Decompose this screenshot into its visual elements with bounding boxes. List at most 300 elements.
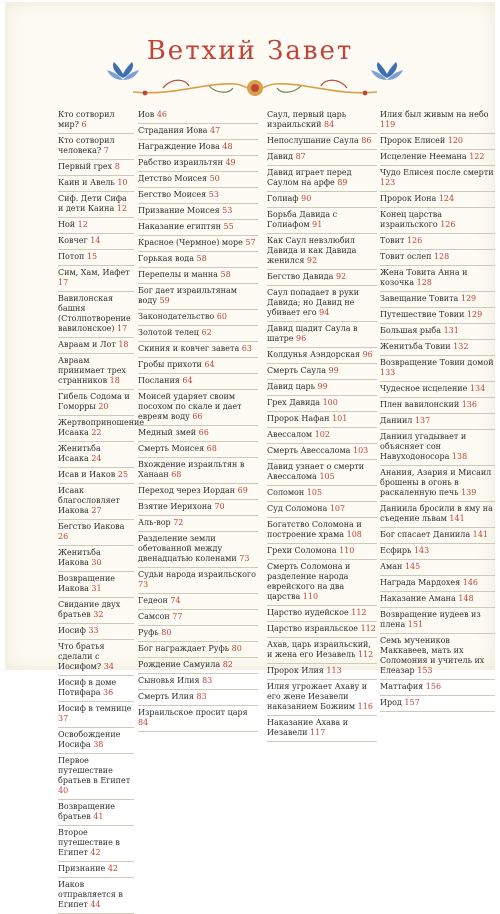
toc-page-number: 102 [314,430,330,439]
toc-entry-title: Чудо Елисея после смерти [380,168,494,177]
toc-entry-title: Возвращение Товии домой [380,358,494,367]
toc-entry-title: Пророк Илия [267,666,324,675]
toc-page-number: 157 [404,698,420,707]
toc-entry-title: Давид царь [267,382,315,391]
toc-page-number: 96 [296,334,307,343]
toc-entry [58,468,134,484]
toc-entry [58,338,134,354]
toc-entry-title: Взятие Иерихона [138,502,212,511]
toc-page-number: 73 [138,580,149,589]
toc-page-number: 25 [117,470,128,479]
toc-page-number: 50 [209,174,220,183]
toc-entry-title: Детство Моисея [138,174,208,183]
toc-entry [138,140,258,156]
toc-page-number: 80 [231,644,242,653]
toc-entry-title: Большая рыба [380,326,442,335]
toc-entry-title: Жена Товита Анна и козочка [380,268,468,287]
toc-page-number: 117 [310,728,326,737]
toc-entry [267,606,377,622]
toc-page-number: 84 [138,718,149,727]
toc-entry-title: Даниил [380,416,413,425]
toc-page-number: 108 [346,530,362,539]
toc-page-number: 48 [222,142,233,151]
toc-page-number: 57 [245,238,256,247]
toc-entry-title: Чудесное исцеление [380,384,468,393]
toc-entry [267,166,377,192]
toc-page-number: 69 [237,486,248,495]
toc-entry [267,412,377,428]
toc-entry [380,150,495,166]
toc-entry [380,134,495,150]
toc-entry [380,576,495,592]
toc-page-number: 143 [413,546,430,555]
toc-entry-title: Награда Мардохея [380,578,461,587]
toc-page-number: 58 [220,270,231,279]
toc-entry-title: Аман [380,562,403,571]
toc-page-number: 139 [461,488,477,497]
toc-entry [380,324,495,340]
toc-page-number: 72 [173,518,184,527]
toc-entry-title: Иосиф [58,626,86,635]
toc-page-number: 86 [361,136,372,145]
toc-page-number: 63 [241,344,252,353]
toc-entry-title: Завещание Товита [380,294,459,303]
toc-entry-title: Женитьба Товии [380,342,451,351]
toc-entry [138,594,258,610]
toc-entry [138,204,258,220]
toc-entry-title: Золотой телец [138,328,199,337]
toc-entry [138,374,258,390]
toc-page-number: 30 [91,558,102,567]
toc-entry [58,390,134,416]
toc-entry [267,208,377,234]
toc-entry-title: Вхождение израильтян в Ханаан [138,460,245,479]
toc-entry [58,572,134,598]
toc-entry [380,192,495,208]
toc-page-number: 12 [116,204,127,213]
toc-entry [267,518,377,544]
toc-page-number: 151 [407,620,424,629]
toc-entry [138,458,258,484]
toc-entry-title: Потоп [58,252,85,261]
toc-entry-title: Возвращение Иакова [58,574,116,593]
toc-entry [138,610,258,626]
toc-entry-title: Наказание Ахава и Иезавели [267,718,349,737]
toc-page-number: 36 [103,688,114,697]
toc-entry-title: Медный змей [138,428,197,437]
toc-entry [138,516,258,532]
toc-entry-title: Каин и Авель [58,178,115,187]
toc-page-number: 107 [329,504,346,513]
toc-entry-title: Законодательство [138,312,215,321]
toc-entry-title: Исаак благословляет Иакова [58,486,120,515]
toc-entry [138,310,258,326]
toc-entry-title: Руфь [138,628,159,637]
toc-page-number: 128 [433,252,450,261]
toc-entry [58,234,134,250]
toc-page-number: 126 [440,220,456,229]
toc-entry-title: Перепелы и манна [138,270,218,279]
toc-entry-title: Бог спасает Даниила [380,530,471,539]
toc-page-number: 33 [88,626,99,635]
toc-page-number: 41 [93,812,104,821]
toc-entry [58,800,134,826]
toc-entry-title: Суд Соломона [267,504,328,513]
toc-entry-title: Аль-вор [138,518,171,527]
toc-entry-title: Богатство Соломона и построение храма [267,520,362,539]
toc-page-number: 80 [161,628,172,637]
toc-entry [380,466,495,502]
toc-entry [267,134,377,150]
toc-entry [58,134,134,160]
toc-entry-title: Что братья сделали с Иосифом? [58,642,105,671]
toc-entry [267,286,377,322]
toc-entry [138,568,258,594]
toc-entry-title: Грех Давида [267,398,321,407]
toc-page-number: 47 [210,126,221,135]
toc-page-number: 99 [328,366,339,375]
toc-page-number: 99 [317,382,328,391]
toc-entry-title: Исав и Иаков [58,470,116,479]
toc-page-number: 17 [117,324,128,333]
toc-page-number: 15 [86,252,98,261]
toc-page-number: 10 [117,178,128,187]
toc-page-number: 141 [449,514,465,523]
toc-entry-title: Товит [380,236,405,245]
toc-page-number: 18 [109,376,120,385]
toc-entry-title: Даниила бросили в яму на съедение львам [380,504,493,523]
toc-entry-title: Страдания Иова [138,126,208,135]
toc-entry [58,266,134,292]
toc-page-number: 24 [91,454,102,463]
toc-entry-title: Возвращение иудеев из плена [380,610,481,629]
toc-entry-title: Первое путешествие братьев в Египет [58,756,131,785]
toc-entry-title: Вавилонская башня (Столпотворение вавилонское) [58,294,131,333]
toc-page-number: 64 [204,360,215,369]
toc-entry [138,484,258,500]
toc-entry-title: Сим, Хам, Иафет [58,268,130,277]
toc-entry [58,702,134,728]
toc-entry-title: Иаков отправляется в Египет [58,880,123,909]
toc-entry [267,460,377,486]
flourish-ornament-icon [133,80,377,96]
toc-entry-title: Царство иудейское [267,608,349,617]
toc-entry [58,442,134,468]
toc-entry [138,236,258,252]
toc-entry-title: Соломон [267,488,305,497]
toc-entry-title: Возвращение братьев [58,802,116,821]
toc-entry-title: Саул попадает в руки Давида; но Давид не убивает его [267,288,360,317]
toc-entry [267,622,377,638]
toc-page-number: 22 [91,428,102,437]
toc-entry [267,428,377,444]
toc-page-number: 90 [301,194,312,203]
toc-page-number: 58 [196,254,207,263]
toc-entry-title: Освобождение Иосифа [58,730,121,749]
toc-entry-title: Призвание Моисея [138,206,220,215]
toc-entry-title: Непослушание Саула [267,136,359,145]
toc-entry [138,326,258,342]
toc-entry [58,754,134,800]
toc-entry [138,342,258,358]
toc-entry [58,624,134,640]
toc-entry-title: Смерть Саула [267,366,326,375]
toc-page-number: 145 [404,562,421,571]
toc-page-number: 37 [58,714,69,723]
toc-entry [58,416,145,442]
toc-entry-title: Жертвоприношение Исаака [58,418,145,437]
lotus-ornament-icon [107,62,139,80]
toc-entry-title: Смерть Моисея [138,444,205,453]
toc-entry-title: Смерть Соломона и разделение народа еврейского на два царства [267,562,351,601]
toc-column-4 [380,110,495,712]
toc-page-number: 129 [466,310,483,319]
toc-page-number: 77 [172,612,183,621]
toc-entry [58,176,134,192]
toc-page-number: 74 [170,596,181,605]
toc-entry [267,380,377,396]
toc-entry-title: Горькая вода [138,254,194,263]
toc-entry [380,592,495,608]
toc-entry [138,532,258,568]
toc-page-number: 83 [202,676,213,685]
toc-page-number: 38 [93,740,104,749]
toc-entry-title: Пророк Елисей [380,136,446,145]
toc-page-number: 137 [414,416,431,425]
toc-page-number: 91 [312,220,323,229]
toc-entry [138,706,258,732]
toc-page-number: 70 [214,502,225,511]
toc-entry [138,110,258,124]
toc-entry [380,292,495,308]
toc-entry-title: Даниил угадывает и объясняет сон Навуходоносора [380,432,467,461]
toc-entry [138,188,258,204]
toc-page-number: 53 [208,190,219,199]
toc-page-number: 66 [192,412,203,421]
toc-entry [138,658,258,674]
toc-page-number: 87 [295,152,306,161]
toc-entry [267,544,377,560]
toc-entry-title: Смерть Илия [138,692,194,701]
toc-entry [267,638,377,664]
toc-entry-title: Исцеление Неемана [380,152,467,161]
toc-entry [138,426,258,442]
lotus-ornament-icon [371,62,403,80]
toc-page-number: 101 [332,414,348,423]
toc-entry [58,160,134,176]
toc-entry [380,398,495,414]
toc-entry [267,364,377,380]
toc-page-number: 156 [425,682,442,691]
toc-page-number: 46 [156,110,168,119]
toc-entry-title: Второе путешествие в Египет [58,828,120,857]
toc-entry [58,192,134,218]
toc-entry-title: Женитьба Иакова [58,548,101,567]
toc-page-number: 132 [453,342,469,351]
toc-page-number: 112 [357,650,374,659]
toc-entry-title: Давид узнает о смерти Авессалома [267,462,365,481]
toc-entry-title: Ирод [380,698,402,707]
toc-column-2 [138,110,258,732]
toc-entry-title: Есфирь [380,546,412,555]
toc-entry-title: Иов [138,110,155,119]
toc-entry-title: Авессалом [267,430,313,439]
toc-entry-title: Илия угрожает Ахаву и его жене Иезавели наказанием Божиим [267,682,368,711]
toc-entry [380,110,495,134]
page-title: Ветхий Завет [146,36,354,66]
toc-entry-title: Кто сотворил мир? [58,110,115,129]
toc-entry-title: Сиф. Дети Сифа и дети Каина [58,194,127,213]
toc-entry [138,690,258,706]
toc-entry [380,414,495,430]
toc-page-number: 96 [362,350,373,359]
toc-entry-title: Семь мучеников Маккавеев, мать их Соломония и учитель их Елеазар [380,636,485,675]
toc-page-number: 40 [58,786,69,795]
toc-entry [138,156,258,172]
toc-page-number: 136 [461,400,477,409]
toc-page-number: 122 [469,152,485,161]
toc-entry [138,172,258,188]
toc-entry [138,674,258,690]
toc-page-number: 59 [159,296,170,305]
toc-entry [58,826,134,862]
toc-page-number: 14 [90,236,101,245]
toc-page-number: 112 [360,624,376,633]
toc-entry [380,560,495,576]
toc-page-number: 42 [107,864,119,873]
toc-entry [267,444,377,460]
toc-page-number: 116 [357,702,373,711]
toc-entry [380,266,495,292]
toc-page-number: 8 [114,162,120,171]
toc-entry [267,270,377,286]
toc-entry-title: Давид [267,152,294,161]
toc-page-number: 126 [406,236,423,245]
toc-entry-title: Иосиф в доме Потифара [58,678,117,697]
toc-page-number: 60 [216,312,227,321]
toc-entry [58,292,134,338]
toc-page-number: 64 [182,376,193,385]
toc-page-number: 31 [91,584,102,593]
toc-page-number: 124 [438,194,455,203]
toc-page-number: 92 [306,256,318,265]
toc-entry-title: Ковчег [58,236,88,245]
toc-entry [138,390,258,426]
toc-page-number: 68 [206,444,217,453]
toc-page-number: 62 [201,328,212,337]
toc-entry [58,110,134,134]
toc-entry [380,208,495,234]
toc-entry [267,192,377,208]
toc-entry-title: Плен вавилонский [380,400,460,409]
toc-entry-title: Гробы прихоти [138,360,202,369]
toc-entry-title: Гибель Содома и Гоморры [58,392,130,411]
toc-entry [58,484,134,520]
title-ornament [105,60,405,106]
toc-entry-title: Моисей ударяет своим посохом по скале и дает евреям воду [138,392,242,421]
toc-page-number: 27 [91,506,102,515]
toc-entry-title: Кто сотворил человека? [58,136,115,155]
toc-entry [58,598,134,624]
toc-entry [267,110,377,134]
toc-entry-title: Наказание египтян [138,222,221,231]
toc-entry [138,358,258,374]
toc-entry-title: Маттафия [380,682,424,691]
toc-entry-title: Рождение Самуила [138,660,221,669]
toc-page-number: 134 [469,384,486,393]
toc-entry [380,340,495,356]
toc-entry [58,520,134,546]
toc-entry [58,354,134,390]
toc-page-number: 105 [306,488,323,497]
toc-entry-title: Товит ослеп [380,252,432,261]
toc-entry [138,642,258,658]
toc-page-number: 12 [77,220,88,229]
toc-entry-title: Анания, Азария и Мисаил брошены в огонь в раскаленную печь [380,468,492,497]
toc-entry-title: Авраам и Лот [58,340,116,349]
toc-entry [267,322,377,348]
toc-entry [380,234,495,250]
toc-page-number: 146 [462,578,479,587]
toc-page-number: 133 [380,368,396,377]
toc-page-number: 82 [222,660,233,669]
toc-entry-title: Бог дает израильтянам воду [138,286,237,305]
toc-entry-title: Давид щадит Саула в шатре [267,324,358,343]
toc-entry [380,430,495,466]
toc-page-number: 112 [351,608,367,617]
toc-page-number: 100 [322,398,338,407]
toc-entry-title: Свидание двух братьев [58,600,121,619]
toc-entry-title: Пророк Нафан [267,414,330,423]
toc-entry [267,234,377,270]
toc-page-number: 34 [103,662,114,671]
toc-page-number: 94 [319,308,330,317]
toc-page-number: 17 [58,278,69,287]
toc-entry [380,382,495,398]
toc-entry-title: Рабство израильтян [138,158,223,167]
toc-page-number: 119 [380,120,396,129]
toc-page-number: 6 [81,120,87,129]
toc-page-number: 110 [302,592,319,601]
toc-page-number: 110 [339,546,355,555]
toc-entry [58,546,134,572]
toc-entry [267,396,377,412]
toc-entry [380,634,495,680]
toc-entry-title: Авраам принимает трех странников [58,356,126,385]
toc-entry [380,528,495,544]
toc-page-number: 141 [472,530,488,539]
toc-entry [267,680,377,716]
toc-entry [138,268,258,284]
toc-page-number: 129 [460,294,477,303]
toc-entry-title: Колдунья Аэндорская [267,350,361,359]
toc-entry [138,284,258,310]
toc-page-number: 131 [443,326,459,335]
toc-page-number: 153 [417,666,433,675]
toc-entry [380,166,495,192]
toc-entry-title: Гедеон [138,596,168,605]
toc-page-number: 123 [380,178,396,187]
toc-page-number: 148 [458,594,474,603]
toc-page-number: 32 [93,610,104,619]
toc-entry [138,500,258,516]
toc-entry [380,502,495,528]
toc-entry-title: Переход через Иордан [138,486,236,495]
toc-entry-title: Ной [58,220,76,229]
toc-entry-title: Награждение Иова [138,142,220,151]
toc-entry-title: Женитьба Исаака [58,444,101,463]
toc-page-number: 44 [90,900,101,909]
